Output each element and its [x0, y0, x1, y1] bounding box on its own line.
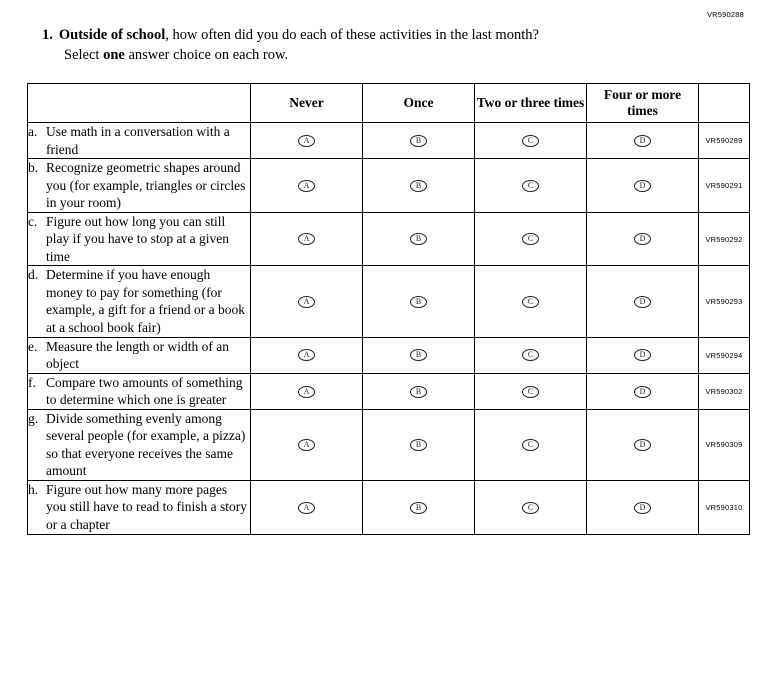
radio-e-never[interactable]	[251, 337, 363, 373]
row-letter: c.	[28, 213, 38, 229]
header-option-never: Never	[251, 84, 363, 123]
bubble-icon[interactable]: B	[410, 180, 427, 192]
radio-b-once[interactable]	[363, 159, 475, 213]
bubble-icon[interactable]: B	[410, 386, 427, 398]
bubble-icon[interactable]: B	[410, 439, 427, 451]
header-option-four-or-more-times: Four or more times	[587, 84, 699, 123]
row-stem-g	[28, 409, 251, 480]
row-stem-b	[28, 159, 251, 213]
bubble-icon[interactable]: C	[522, 296, 539, 308]
bubble-icon[interactable]: B	[410, 349, 427, 361]
question-prompt	[42, 26, 702, 65]
header-item-id	[699, 84, 750, 123]
bubble-icon[interactable]: D	[634, 502, 651, 514]
row-item-id: VR590309	[699, 409, 750, 480]
bubble-icon[interactable]: B	[410, 502, 427, 514]
row-stem-a	[28, 123, 251, 159]
radio-h-four-or-more-times[interactable]	[587, 480, 699, 534]
row-stem-f	[28, 373, 251, 409]
row-stem-d	[28, 266, 251, 337]
row-stem-c	[28, 212, 251, 266]
radio-f-never[interactable]	[251, 373, 363, 409]
row-letter: d.	[28, 267, 39, 283]
bubble-icon[interactable]: A	[298, 180, 315, 192]
radio-f-two-or-three-times[interactable]	[475, 373, 587, 409]
header-stem	[28, 84, 251, 123]
row-item-id: VR590293	[699, 266, 750, 337]
row-text: Divide something evenly among several people (for example, a pizza) so that everyone receives the same amount	[46, 410, 246, 479]
radio-a-never[interactable]	[251, 123, 363, 159]
bubble-icon[interactable]: D	[634, 180, 651, 192]
instruction-post: answer choice on each row.	[124, 46, 289, 63]
row-item-id: VR590310	[699, 480, 750, 534]
radio-d-once[interactable]	[363, 266, 475, 337]
radio-b-two-or-three-times[interactable]	[475, 159, 587, 213]
table-row	[28, 123, 750, 159]
table-row	[28, 159, 750, 213]
radio-g-two-or-three-times[interactable]	[475, 409, 587, 480]
bubble-icon[interactable]: B	[410, 233, 427, 245]
radio-g-four-or-more-times[interactable]	[587, 409, 699, 480]
bubble-icon[interactable]: B	[410, 135, 427, 147]
table-row	[28, 266, 750, 337]
radio-c-once[interactable]	[363, 212, 475, 266]
row-item-id: VR590294	[699, 337, 750, 373]
radio-h-never[interactable]	[251, 480, 363, 534]
row-text: Use math in a conversation with a friend	[46, 124, 230, 157]
row-text: Compare two amounts of something to determine which one is greater	[46, 374, 243, 408]
instruction-bold: one	[103, 46, 125, 63]
row-letter: a.	[28, 124, 38, 139]
radio-h-once[interactable]	[363, 480, 475, 534]
bubble-icon[interactable]: C	[522, 502, 539, 514]
row-stem-h	[28, 480, 251, 534]
row-text: Recognize geometric shapes around you (for example, triangles or circles in your room)	[46, 160, 246, 211]
question-number: 1.	[42, 27, 53, 43]
bubble-icon[interactable]: A	[298, 135, 315, 147]
bubble-icon[interactable]: A	[298, 296, 315, 308]
header-option-once: Once	[363, 84, 475, 123]
page-item-id: VR590288	[706, 10, 744, 19]
table-header-row	[28, 84, 750, 123]
radio-c-never[interactable]	[251, 212, 363, 266]
bubble-icon[interactable]: D	[634, 349, 651, 361]
row-letter: h.	[28, 481, 39, 497]
radio-d-never[interactable]	[251, 266, 363, 337]
bubble-icon[interactable]: D	[634, 386, 651, 398]
bubble-icon[interactable]: A	[298, 349, 315, 361]
radio-b-four-or-more-times[interactable]	[587, 159, 699, 213]
radio-e-once[interactable]	[363, 337, 475, 373]
row-letter: g.	[28, 410, 39, 426]
radio-c-two-or-three-times[interactable]	[475, 212, 587, 266]
instruction-pre: Select	[64, 46, 104, 63]
table-row	[28, 373, 750, 409]
bubble-icon[interactable]: C	[522, 349, 539, 361]
row-stem-e	[28, 337, 251, 373]
radio-a-four-or-more-times[interactable]	[587, 123, 699, 159]
bubble-icon[interactable]: B	[410, 296, 427, 308]
row-text: Figure out how long you can still play if you have to stop at a given time	[46, 213, 229, 264]
radio-a-once[interactable]	[363, 123, 475, 159]
row-item-id: VR590302	[699, 373, 750, 409]
question-lead-bold: Outside of school	[58, 27, 166, 43]
radio-c-four-or-more-times[interactable]	[587, 212, 699, 266]
radio-d-four-or-more-times[interactable]	[587, 266, 699, 337]
radio-e-two-or-three-times[interactable]	[475, 337, 587, 373]
row-letter: b.	[28, 160, 39, 176]
question-line-one	[42, 26, 702, 46]
bubble-icon[interactable]: D	[634, 233, 651, 245]
survey-matrix-table	[27, 83, 750, 535]
bubble-icon[interactable]: C	[522, 386, 539, 398]
bubble-icon[interactable]: D	[634, 296, 651, 308]
radio-g-once[interactable]	[363, 409, 475, 480]
row-text: Determine if you have enough money to pay for something (for example, a gift for a friend or a book at a school book fair)	[46, 267, 246, 336]
header-option-two-or-three-times: Two or three times	[475, 84, 587, 123]
table-row	[28, 337, 750, 373]
bubble-icon[interactable]: A	[298, 233, 315, 245]
radio-f-four-or-more-times[interactable]	[587, 373, 699, 409]
bubble-icon[interactable]: D	[634, 135, 651, 147]
row-item-id: VR590289	[699, 123, 750, 159]
radio-h-two-or-three-times[interactable]	[475, 480, 587, 534]
row-letter: e.	[28, 338, 38, 354]
bubble-icon[interactable]: D	[634, 439, 651, 451]
row-text: Figure out how many more pages you still have to read to finish a story or a chapter	[46, 481, 247, 533]
bubble-icon[interactable]: A	[298, 502, 315, 514]
row-item-id: VR590292	[699, 212, 750, 266]
row-text: Measure the length or width of an object	[46, 338, 229, 372]
radio-f-once[interactable]	[363, 373, 475, 409]
table-row	[28, 212, 750, 266]
bubble-icon[interactable]: C	[522, 233, 539, 245]
bubble-icon[interactable]: C	[522, 180, 539, 192]
radio-b-never[interactable]	[251, 159, 363, 213]
bubble-icon[interactable]: C	[522, 439, 539, 451]
radio-e-four-or-more-times[interactable]	[587, 337, 699, 373]
row-letter: f.	[28, 374, 36, 390]
radio-a-two-or-three-times[interactable]	[475, 123, 587, 159]
bubble-icon[interactable]: A	[298, 439, 315, 451]
bubble-icon[interactable]: A	[298, 386, 315, 398]
radio-d-two-or-three-times[interactable]	[475, 266, 587, 337]
table-row	[28, 480, 750, 534]
bubble-icon[interactable]: C	[522, 135, 539, 147]
question-line-two	[64, 46, 702, 66]
radio-g-never[interactable]	[251, 409, 363, 480]
row-item-id: VR590291	[699, 159, 750, 213]
question-lead-rest: , how often did you do each of these activities in the last month?	[165, 27, 539, 43]
table-row	[28, 409, 750, 480]
